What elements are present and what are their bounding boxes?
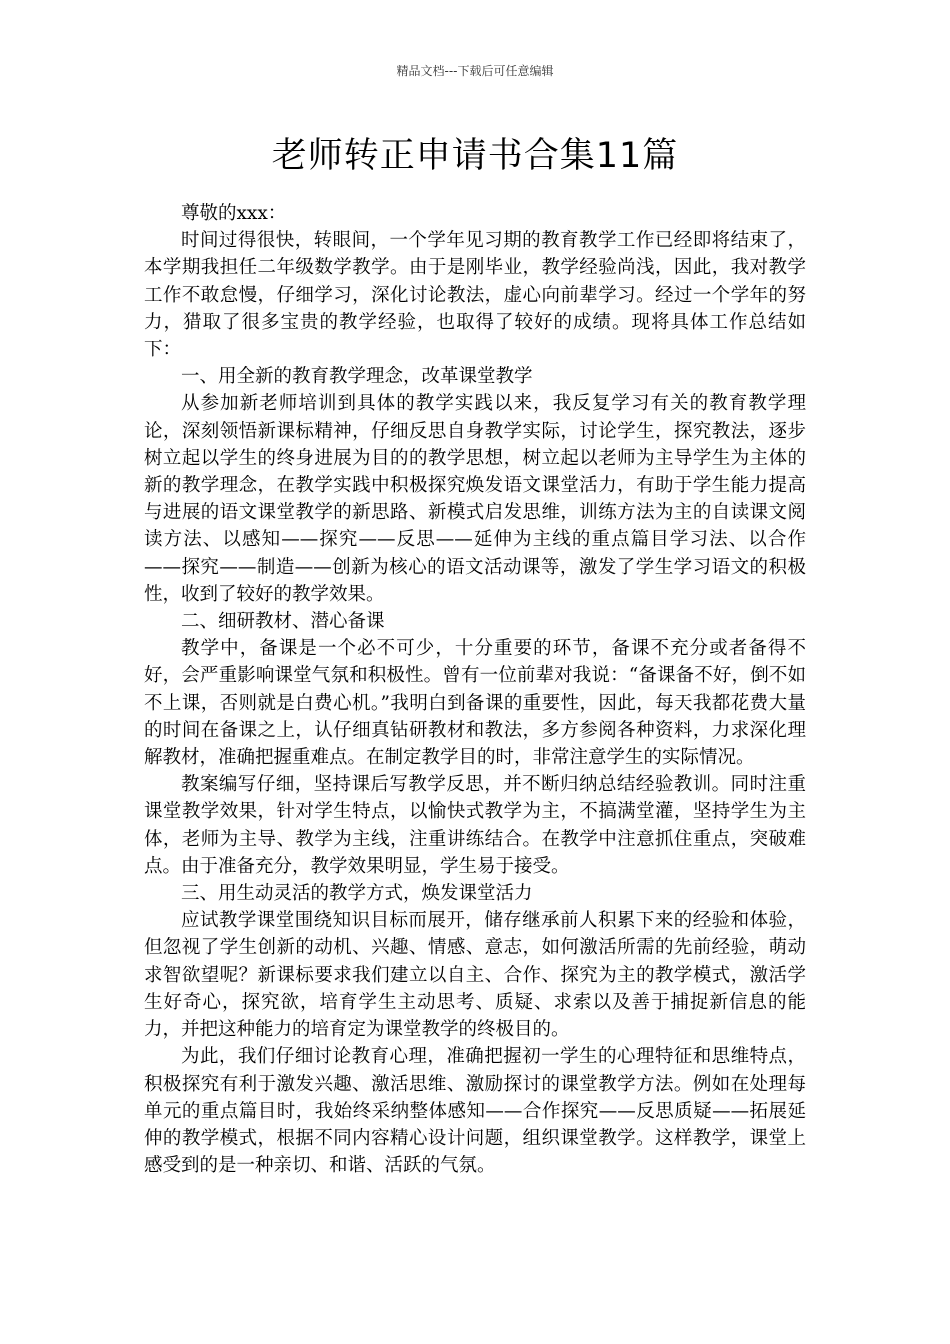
salutation: 尊敬的xxx： [181,203,287,224]
section-heading: 二、细研教材、潜心备课 [181,611,385,633]
section-heading: 三、用生动灵活的教学方式，焕发课堂活力 [181,883,533,905]
body-paragraph: 应试教学课堂围绕知识目标而展开，储存继承前人积累下来的经验和体验，但忽视了学生创新的动机、兴趣、情感、意志，如何激活所需的先前经验，萌动求智欲望呢？新课标要求我们建立以自主、合作、探究为主的教学模式，激活学生好奇心，探究欲，培育学生主动思考、质疑、求索以及善于捕捉新信息的能力，并把这种能力的培育定为课堂教学的终极目的。 [144,910,806,1041]
body-paragraph: 教案编写仔细，坚持课后写教学反思，并不断归纳总结经验教训。同时注重课堂教学效果，针对学生特点，以愉快式教学为主，不搞满堂灌，坚持学生为主体，老师为主导、教学为主线，注重讲练结合。在教学中注意抓住重点，突破难点。由于准备充分，教学效果明显，学生易于接受。 [144,774,806,877]
body-paragraph: 为此，我们仔细讨论教育心理，准确把握初一学生的心理特征和思维特点，积极探究有利于激发兴趣、激活思维、激励探讨的课堂教学方法。例如在处理每单元的重点篇目时，我始终采纳整体感知——合作探究——反思质疑——拓展延伸的教学模式，根据不同内容精心设计问题，组织课堂教学。这样教学，课堂上感受到的是一种亲切、和谐、活跃的气氛。 [144,1046,806,1177]
section-heading: 一、用全新的教育教学理念，改革课堂教学 [181,366,533,388]
document-body [144,200,806,1179]
body-paragraph: 教学中，备课是一个必不可少，十分重要的环节，备课不充分或者备得不好，会严重影响课堂气氛和积极性。曾有一位前辈对我说：“备课备不好，倒不如不上课，否则就是白费心机。”我明白到备课的重要性，因此，每天我都花费大量的时间在备课之上，认仔细真钻研教材和教法，多方参阅各种资料，力求深化理解教材，准确把握重难点。在制定教学目的时，非常注意学生的实际情况。 [144,638,806,769]
body-paragraph: 从参加新老师培训到具体的教学实践以来，我反复学习有关的教育教学理论，深刻领悟新课标精神，仔细反思自身教学实际，讨论学生，探究教法，逐步树立起以学生的终身进展为目的的教学思想，树立起以老师为主导学生为主体的新的教学理念，在教学实践中积极探究焕发语文课堂活力，有助于学生能力提高与进展的语文课堂教学的新思路、新模式启发思维，训练方法为主的自读课文阅读方法、以感知——探究——反思——延伸为主线的重点篇目学习法、以合作——探究——制造——创新为核心的语文活动课等，激发了学生学习语文的积极性，收到了较好的教学效果。 [144,393,806,605]
body-paragraph: 时间过得很快，转眼间，一个学年见习期的教育教学工作已经即将结束了，本学期我担任二年级数学教学。由于是刚毕业，教学经验尚浅，因此，我对教学工作不敢怠慢，仔细学习，深化讨论教法，虚心向前辈学习。经过一个学年的努力，猎取了很多宝贵的教学经验，也取得了较好的成绩。现将具体工作总结如下： [144,230,806,361]
header-note: 精品文档---下载后可任意编辑 [396,64,554,78]
page-title: 老师转正申请书合集11篇 [271,136,679,176]
